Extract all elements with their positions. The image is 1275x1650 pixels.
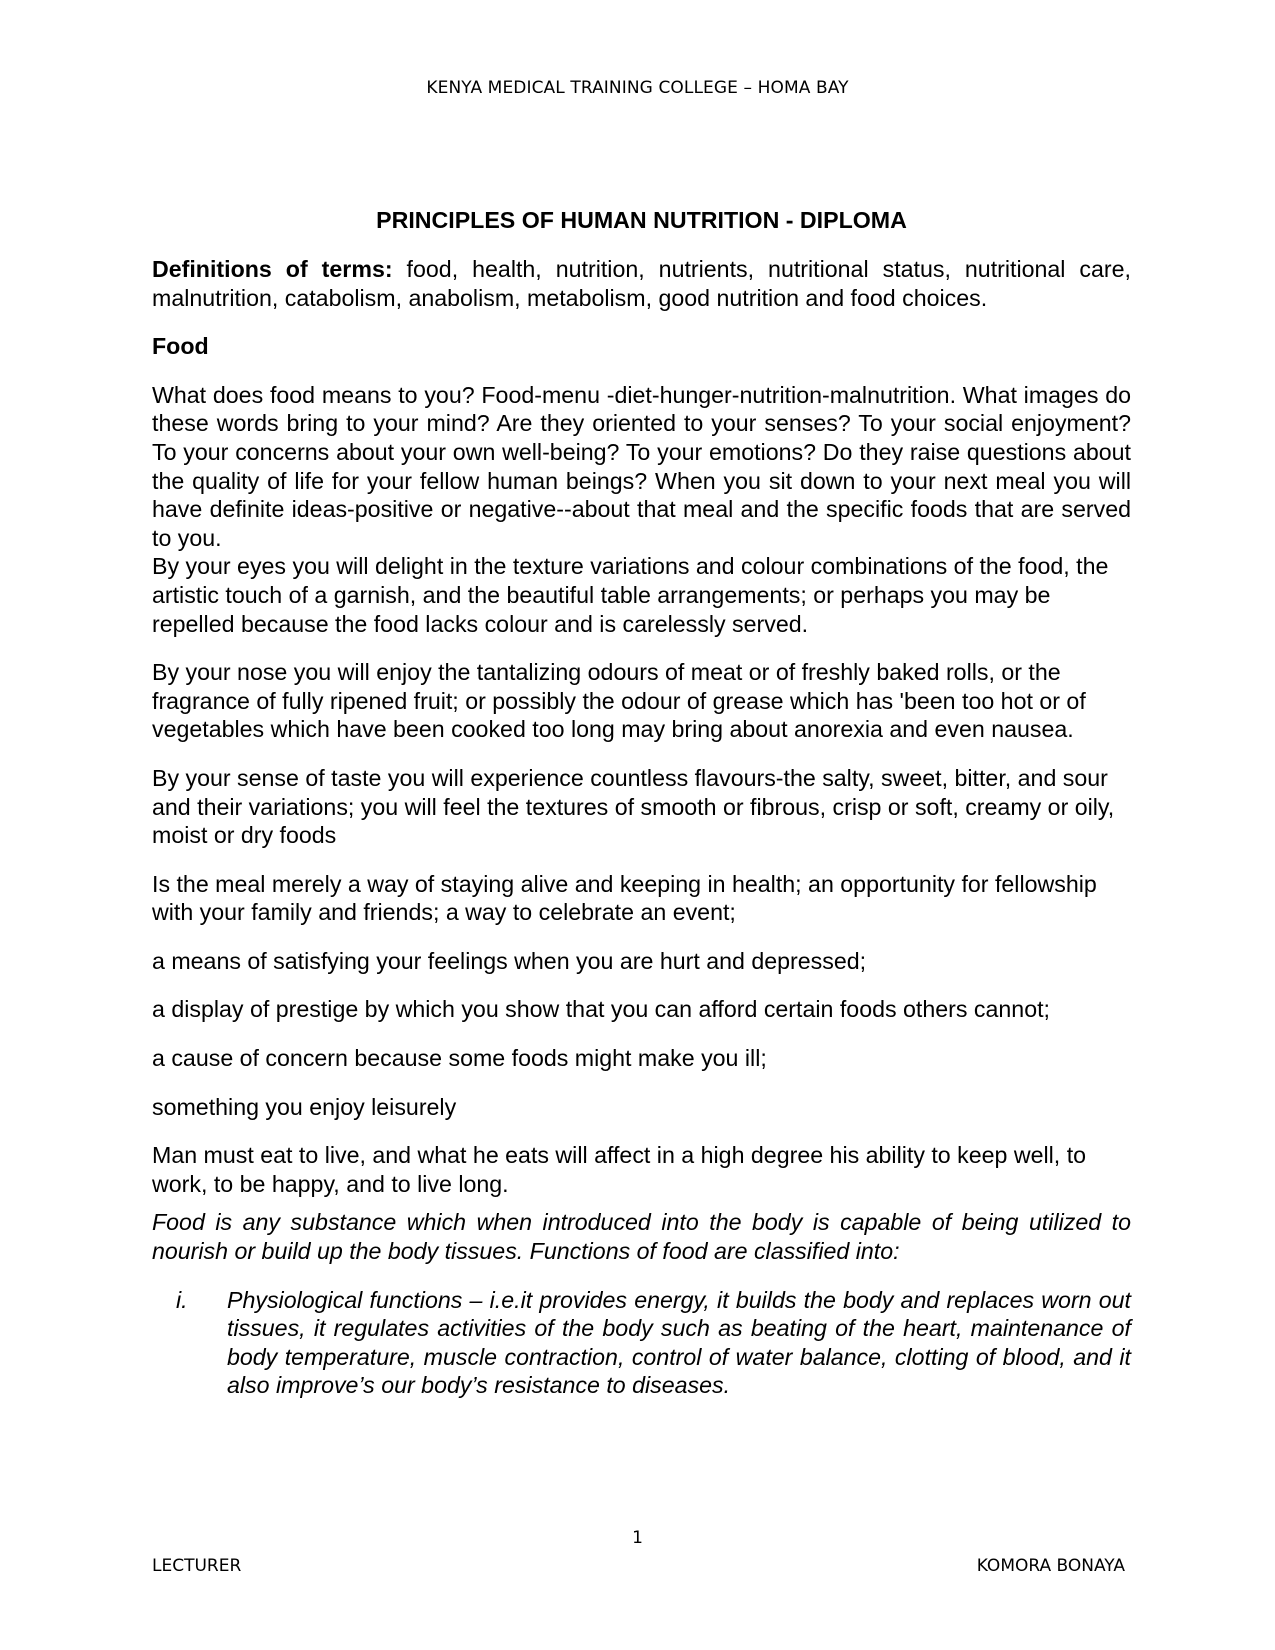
document-body [152,205,1131,1400]
page-header: KENYA MEDICAL TRAINING COLLEGE – HOMA BAY [426,78,849,98]
definitions-text: food, health, nutrition, nutrients, nutritional status, nutritional care, malnutrition, catabolism, anabolism, metabolism, good nutrition and food choices. [152,256,1131,311]
definitions-label: Definitions of terms: [152,256,393,282]
list-item [152,1286,1131,1400]
food-heading: Food [152,333,209,360]
paragraph-meal-purpose: Is the meal merely a way of staying alive and keeping in health; an opportunity for fellowship with your family and friends; a way to celebrate an event; [152,870,1097,926]
paragraph-leisure: something you enjoy leisurely [152,1093,457,1120]
document-title: PRINCIPLES OF HUMAN NUTRITION - DIPLOMA [376,207,907,233]
paragraph-taste: By your sense of taste you will experience countless flavours-the salty, sweet, bitter, and sour and their variations; you will feel the textures of smooth or fibrous, crisp or soft, creamy or oily, moist or dry foods [152,764,1115,849]
list-item-text: Physiological functions – i.e.it provides energy, it builds the body and replaces worn out tissues, it regulates activities of the body such as beating of the heart, maintenance of body temperature, muscle contraction, control of water balance, clotting of blood, and it also improve’s our body’s resistance to diseases. [227,1286,1131,1399]
paragraph-man-must-eat: Man must eat to live, and what he eats will affect in a high degree his ability to keep well, to work, to be happy, and to live long. [152,1142,1087,1197]
page-number: 1 [632,1528,643,1548]
paragraph-eyes: By your eyes you will delight in the texture variations and colour combinations of the food, the artistic touch of a garnish, and the beautiful table arrangements; or perhaps you may be repelled because the food lacks colour and is carelessly served. [152,553,1109,637]
footer-right-label: KOMORA BONAYA [976,1556,1125,1576]
paragraph-prestige: a display of prestige by which you show that you can afford certain foods others cannot; [152,996,1050,1023]
paragraph-concern: a cause of concern because some foods might make you ill; [152,1045,767,1072]
functions-list [152,1286,1131,1400]
paragraph-food-meaning: What does food means to you? Food-menu -diet-hunger-nutrition-malnutrition. What images do these words bring to your mind? Are they oriented to your senses? To your social enjoyment? To your concerns about your own well-being? To your emotions? Do they raise questions about the quality of life for your fellow human beings? When you sit down to your next meal you will have definite ideas-positive or negative--about that meal and the specific foods that are served to you. [152,381,1131,551]
list-marker: i. [176,1286,188,1313]
definitions-paragraph [152,255,1131,312]
paragraph-nose: By your nose you will enjoy the tantalizing odours of meat or of freshly baked rolls, or the fragrance of fully ripened fruit; or possibly the odour of grease which has 'been too hot or of vegetables which have been cooked too long may bring about anorexia and even nausea. [152,659,1086,743]
paragraph-food-definition: Food is any substance which when introduced into the body is capable of being utilized to nourish or build up the body tissues. Functions of food are classified into: [152,1209,1131,1265]
paragraph-feelings: a means of satisfying your feelings when you are hurt and depressed; [152,947,867,974]
footer-left-label: LECTURER [152,1556,242,1576]
